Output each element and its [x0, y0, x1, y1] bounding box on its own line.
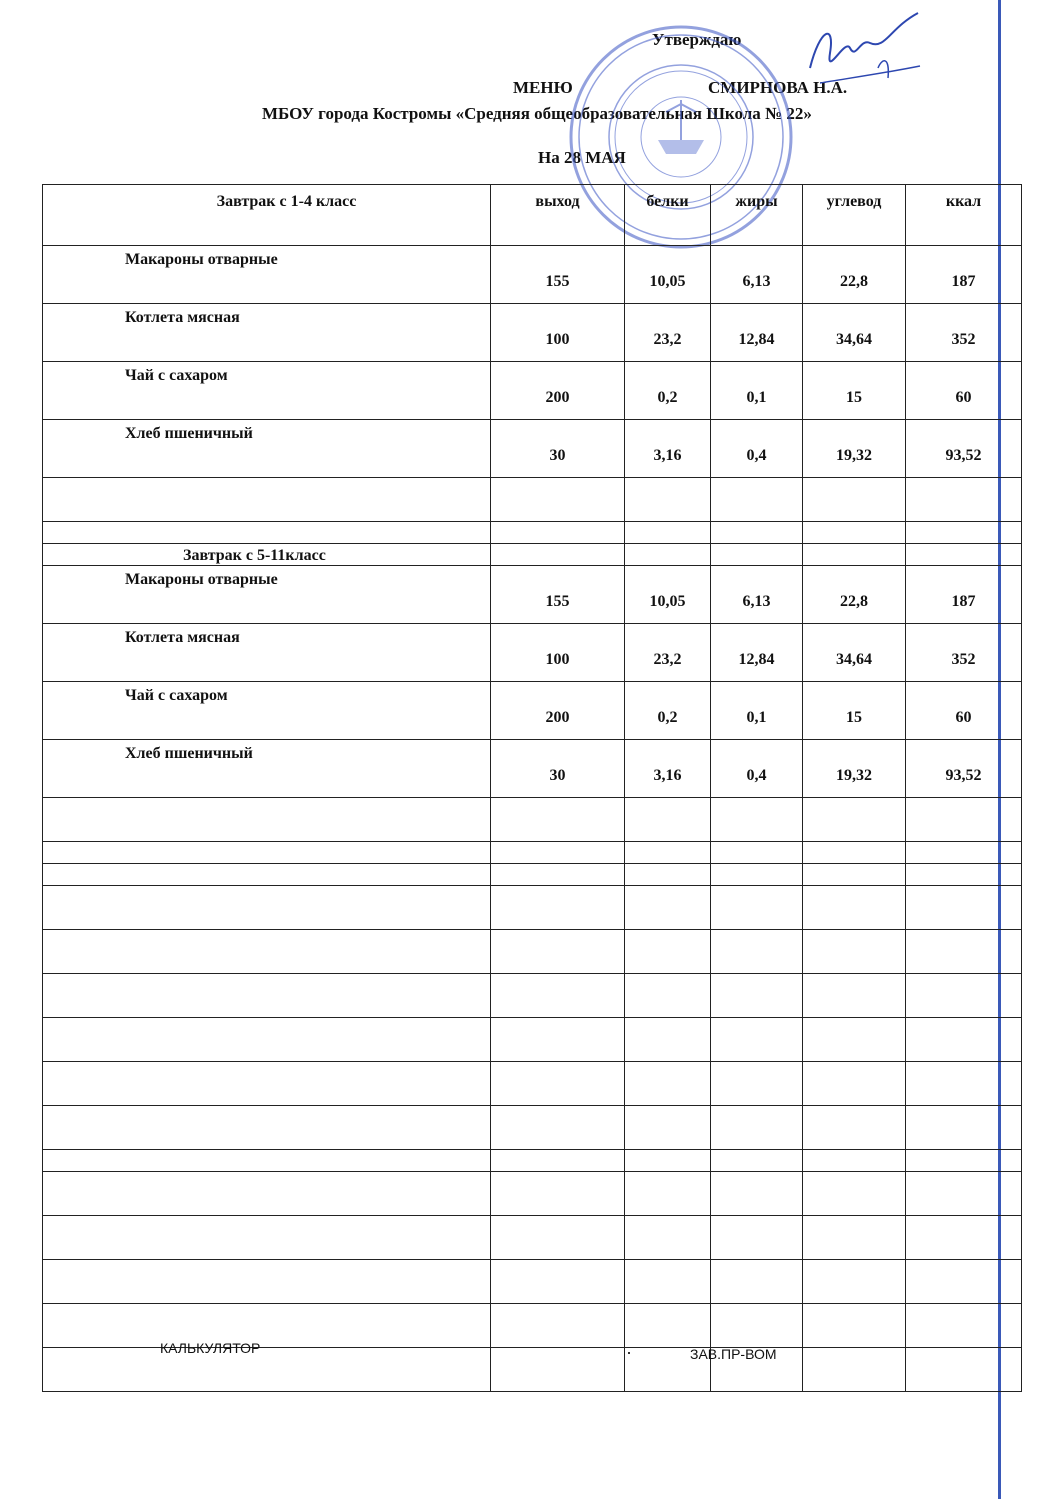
section-title: Завтрак с 1-4 класс	[43, 185, 491, 246]
approval-label: Утверждаю	[652, 30, 742, 49]
empty-row	[43, 1106, 1022, 1150]
column-header: ккал	[906, 185, 1022, 246]
yield-cell: 100	[491, 624, 625, 682]
yield-cell: 155	[491, 566, 625, 624]
empty-row	[43, 798, 1022, 842]
protein-cell: 10,05	[625, 566, 711, 624]
table-row	[43, 304, 1022, 362]
dish-name: Макароны отварные	[43, 246, 491, 304]
empty-row	[43, 1216, 1022, 1260]
fat-cell: 6,13	[711, 566, 803, 624]
column-header: белки	[625, 185, 711, 246]
fat-cell: 12,84	[711, 624, 803, 682]
yield-cell: 155	[491, 246, 625, 304]
carb-cell: 19,32	[803, 740, 906, 798]
table-row	[43, 682, 1022, 740]
column-header: выход	[491, 185, 625, 246]
dish-name: Макароны отварные	[43, 566, 491, 624]
director-name: СМИРНОВА Н.А.	[708, 78, 848, 97]
kcal-cell: 93,52	[906, 420, 1022, 478]
table-row	[43, 362, 1022, 420]
carb-cell: 19,32	[803, 420, 906, 478]
protein-cell: 3,16	[625, 420, 711, 478]
carb-cell: 34,64	[803, 304, 906, 362]
carb-cell: 34,64	[803, 624, 906, 682]
menu-date: На 28 МАЯ	[538, 148, 626, 167]
carb-cell: 22,8	[803, 566, 906, 624]
carb-cell: 15	[803, 362, 906, 420]
table-row	[43, 566, 1022, 624]
table-row	[43, 420, 1022, 478]
dot-mark	[628, 1352, 630, 1354]
yield-cell: 30	[491, 740, 625, 798]
protein-cell: 3,16	[625, 740, 711, 798]
table-row	[43, 246, 1022, 304]
school-name: МБОУ города Костромы «Средняя общеобразовательная Школа № 22»	[262, 104, 812, 123]
table-row	[43, 624, 1022, 682]
yield-cell: 30	[491, 420, 625, 478]
calculator-signature-label: КАЛЬКУЛЯТОР	[160, 1340, 261, 1356]
protein-cell: 23,2	[625, 304, 711, 362]
manager-signature-label: ЗАВ.ПР-ВОМ	[690, 1346, 777, 1362]
dish-name: Чай с сахаром	[43, 682, 491, 740]
empty-row	[43, 1018, 1022, 1062]
table-header-row	[43, 185, 1022, 246]
section-header-row	[43, 544, 1022, 566]
dish-name: Котлета мясная	[43, 304, 491, 362]
empty-row	[43, 478, 1022, 522]
kcal-cell: 187	[906, 246, 1022, 304]
empty-row	[43, 1172, 1022, 1216]
dish-name: Хлеб пшеничный	[43, 420, 491, 478]
menu-table	[42, 184, 1022, 1392]
empty-row	[43, 930, 1022, 974]
empty-row	[43, 1260, 1022, 1304]
carb-cell: 22,8	[803, 246, 906, 304]
yield-cell: 200	[491, 362, 625, 420]
protein-cell: 0,2	[625, 682, 711, 740]
empty-row	[43, 886, 1022, 930]
column-header: жиры	[711, 185, 803, 246]
section-title: Завтрак с 5-11класс	[43, 544, 491, 566]
kcal-cell: 352	[906, 624, 1022, 682]
empty-row	[43, 1062, 1022, 1106]
fat-cell: 6,13	[711, 246, 803, 304]
yield-cell: 200	[491, 682, 625, 740]
protein-cell: 10,05	[625, 246, 711, 304]
kcal-cell: 60	[906, 682, 1022, 740]
fat-cell: 0,4	[711, 420, 803, 478]
kcal-cell: 93,52	[906, 740, 1022, 798]
column-header: углевод	[803, 185, 906, 246]
menu-title: МЕНЮ	[513, 78, 573, 97]
fat-cell: 0,1	[711, 682, 803, 740]
kcal-cell: 187	[906, 566, 1022, 624]
dish-name: Хлеб пшеничный	[43, 740, 491, 798]
kcal-cell: 60	[906, 362, 1022, 420]
yield-cell: 100	[491, 304, 625, 362]
kcal-cell: 352	[906, 304, 1022, 362]
dish-name: Чай с сахаром	[43, 362, 491, 420]
empty-row	[43, 1150, 1022, 1172]
dish-name: Котлета мясная	[43, 624, 491, 682]
fat-cell: 12,84	[711, 304, 803, 362]
table-row	[43, 740, 1022, 798]
fat-cell: 0,4	[711, 740, 803, 798]
protein-cell: 0,2	[625, 362, 711, 420]
fat-cell: 0,1	[711, 362, 803, 420]
empty-row	[43, 974, 1022, 1018]
protein-cell: 23,2	[625, 624, 711, 682]
empty-row	[43, 522, 1022, 544]
carb-cell: 15	[803, 682, 906, 740]
empty-row	[43, 864, 1022, 886]
empty-row	[43, 842, 1022, 864]
